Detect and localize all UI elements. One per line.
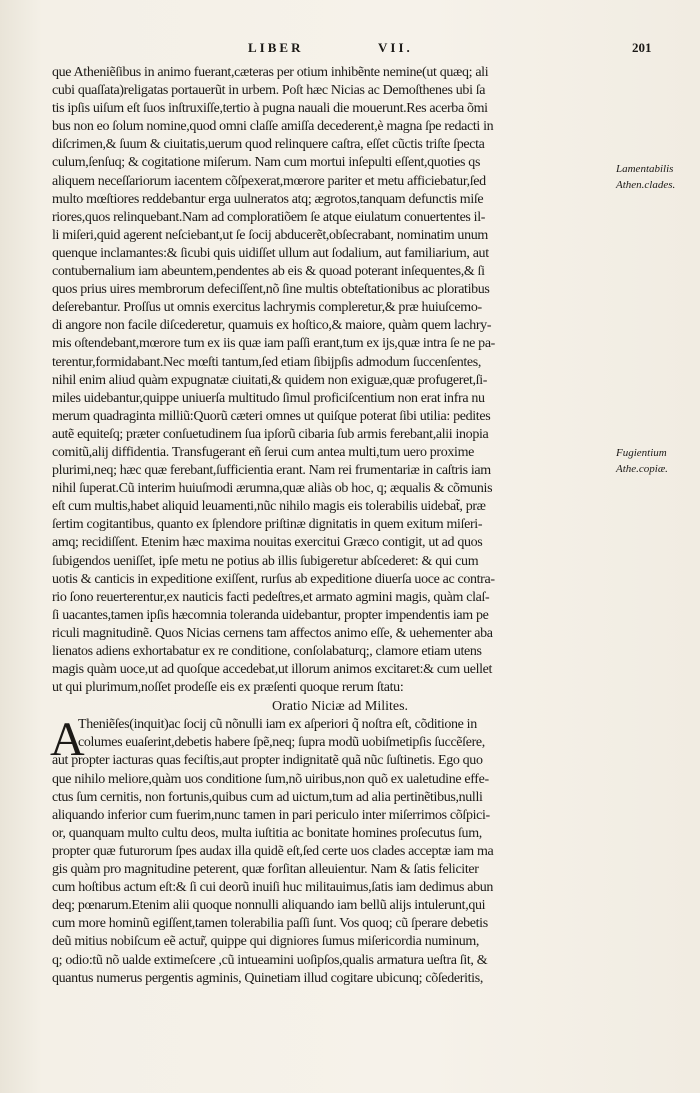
- running-head: [0, 40, 700, 60]
- text-line: merum quadraginta milliũ:Quorũ cæteri omnes ut quiſque poterat ſibi utilia: pedites: [52, 408, 491, 424]
- narrative-block: [52, 64, 608, 697]
- text-line: aut propter iacturas quas feciſtis,aut propter indignitatẽ quã nũc ſuſtinetis. Ego quo: [52, 753, 483, 769]
- text-line: quos prius uires membrorum defeciſſent,nõ ſine multis obteſtationibus ac ploratibus: [52, 282, 490, 298]
- text-line: bus non eo ſolum nomine,quod omni claſſe amiſſa decederent,è magna ſpe redacti in: [52, 119, 494, 135]
- text-line: deq; pœnarum.Etenim alii quoque nonnulli aliquando iam bellũ alijs intulerunt,qui: [52, 898, 486, 914]
- text-line: cum more hominũ egiſſent,tamen tolerabilia paſſi ſunt. Vos quoq; cũ ſperare debetis: [52, 916, 488, 932]
- running-head-center: VII.: [378, 40, 413, 55]
- body-text: [52, 64, 608, 988]
- text-line: magis quàm uoce,ut ad quoſque accedebat,ut illorum animos excitaret:& cum uellet: [52, 662, 493, 678]
- drop-capital: A: [50, 713, 85, 767]
- text-line: contubernalium iam abeuntem,pendentes ab eis & quoad poterant inſequentes,& ſi: [52, 264, 485, 280]
- text-line: li miſeri,quid agerent neſciebant,ut ſe ſocij abducerẽt,obſecrabant, nominatim unum: [52, 227, 488, 243]
- text-line: deũ mitius nobiſcum eẽ actur̃, quippe qui digniores ſumus miſericordia numinum,: [52, 934, 480, 950]
- text-line: multo mœſtiores reddebantur erga uulneratos atq; ægrotos,tanquam defunctis miſe: [52, 191, 484, 207]
- text-line: columes euaſerint,debetis habere ſpẽ,neq; ſupra modũ uobiſmetipſis ſuccẽſere,: [78, 735, 485, 751]
- text-line: ctus ſum cernitis, non fortunis,quibus cum ad uictum,tum ad alia pertinẽtibus,nulli: [52, 789, 483, 805]
- text-line: ſertim cogitantibus, quanto ex ſplendore priſtinæ dignitatis in quem exitum miſeri-: [52, 517, 483, 533]
- text-line: mis oſtendebant,mœrore tum ex iis quæ iam paſſi erant,tum ex ijs,quæ intra ſe ne pa-: [52, 336, 495, 352]
- text-line: quenque inclamantes:& ſicubi quis uidiſſet ullum aut ſodalium, aut familiarium, aut: [52, 245, 489, 261]
- text-line: riores,quos relinquebant.Nam ad comploratiõem ſe atque eiulatum conuertentes il-: [52, 209, 486, 225]
- text-line: comitũ,alij diffidentia. Transfugerant eñ ſerui cum antea multi,tum uero proxime: [52, 444, 474, 460]
- text-line: aliquem neceſſariorum iacentem cõſpexerat,mœrore pariter et metu afficiebatur,ſed: [52, 173, 486, 189]
- text-line: deſerebantur. Proſſus ut omnis exercitus lachrymis compleretur,& præ huiuſcemo-: [52, 300, 482, 316]
- side-note-1: Lamentabilis: [616, 163, 674, 175]
- text-line: que Atheniẽſibus in animo fuerant,cæteras per otium inhibẽnte nemine(ut quæq; ali: [52, 65, 489, 80]
- text-line: terentur,formidabant.Nec mœſti tantum,ſed etiam ſibijpſis admodum ſuccenſentes,: [52, 354, 481, 370]
- text-line: aliquando inferior cum fuerim,nunc tamen in pari periculo inter miſerrimos cõſpici-: [52, 807, 490, 823]
- oration-heading: Oratio Niciæ ad Milites.: [271, 699, 409, 715]
- text-line: lienatos adiens exhortabatur ex re conditione, conſolabaturq;, clamore etiam utens: [52, 644, 482, 659]
- text-line: or, quanquam multo cultu deos, multa iuſtitia ac bonitate homines proſecutus ſum,: [52, 825, 482, 841]
- text-line: culum,ſenſuq; & cogitatione miſerum. Nam cum mortui inſepulti eſſent,quoties qs: [52, 155, 481, 171]
- text-line: nihil ſuperat.Cũ interim huiuſmodi ærumna,quæ aliàs ob hoc, q; æqualis & cõmunis: [52, 481, 493, 497]
- text-line: miles uidebantur,quippe uniuerſa multitudo ſimul proficiſcentium non erat infra nu: [52, 390, 485, 406]
- text-line: ſubigendos ueniſſet, ipſe metu ne potius ab illis ſubigeretur abſcederet: & qui cum: [52, 553, 479, 569]
- text-line: ut qui plurimum,noſſet prodeſſe eis ex præſenti quoque rerum ſtatu:: [52, 680, 404, 696]
- text-line: cum hoſtibus actum eſt:& ſi cui deorũ inuiſi huc militauimus,ſatis iam dedimus abun: [52, 880, 494, 896]
- text-line: que nihilo meliore,quàm uos conditione ſum,nõ uiribus,non quõ ex ualetudine effe-: [52, 771, 489, 787]
- text-line: propter quæ futurorum ſpes audax illa quidẽ eſt,ſed certe uos clades acceptæ iam ma: [52, 843, 494, 859]
- text-line: di angore non facile diſcederetur, quamuis ex hoſtico,& maiore, quàm quem lachry-: [52, 318, 492, 334]
- text-line: diſcrimen,& ſuum & ciuitatis,uerum quod relinquere caſtra, eſſet cũctis triſte ſpecta: [52, 137, 485, 153]
- side-note-3: Fugientium: [616, 447, 667, 459]
- text-line: amq; recidiſſent. Etenim hæc maxima nouitas exercitui Græco contigit, ut ad quos: [52, 535, 483, 551]
- running-head-left: LIBER: [248, 40, 304, 55]
- text-line: Theniẽſes(inquit)ac ſocij cũ nõnulli iam ex aſperiori q̃ noſtra eſt, cõditione in: [78, 717, 477, 733]
- text-line: gis quàm pro magnitudine peterent, quæ forſitan alleuientur. Nam & ſatis feliciter: [52, 862, 479, 878]
- text-line: eſt cum multis,habet aliquid leuamenti,nũc nihilo magis eis tolerabilis uidebat̃, præ: [52, 499, 486, 515]
- text-line: tis ipſis uiſum eſt ſuos inſtruxiſſe,tertio à pugna nauali die mouerunt.Res acerba õmi: [52, 101, 488, 117]
- text-line: quantus numerus pergentis agminis, Quinetiam illud cogitare ubicunq; cõſederitis,: [52, 970, 483, 986]
- text-line: q; odio:tũ nõ ualde extimeſcere ,cũ intueamini uoſipſos,qualis armatura ueſtra ſit, &: [52, 952, 488, 968]
- side-note-2: Athen.clades.: [616, 179, 676, 191]
- text-line: nihil enim aliud quàm expugnatæ ciuitati,& quidem non exiguæ,quæ profugeret,ſi-: [52, 372, 488, 388]
- text-line: ſi uacantes,tamen ipſis hæcomnia toleranda uidebantur, propter impendentis iam pe: [52, 607, 489, 623]
- page-number: 201: [632, 40, 652, 55]
- side-note-4: Athe.copiæ.: [616, 463, 668, 475]
- oration-block: [50, 713, 608, 987]
- text-line: cubi quaſſata)religatas portauerũt in urbem. Poſt hæc Nicias ac Demoſthenes ubi ſa: [52, 83, 486, 99]
- oration-text: [50, 713, 608, 987]
- text-line: uotis & canticis in expeditione exiſſent, rurſus ab expeditione diuerſa uoce ac contra-: [52, 571, 495, 587]
- text-line: plurimi,neq; hæc quæ ferebant,ſufficientia erant. Nam rei frumentariæ in caſtris iam: [52, 463, 491, 479]
- text-line: rio ſono reuerterentur,ex nauticis facti pedeſtres,et armato agmini magis, quàm claſ-: [52, 589, 490, 605]
- text-line: riculi magnitudinẽ. Quos Nicias cernens tam affectos animo eſſe, & uehementer aba: [52, 625, 493, 641]
- text-line: autẽ equiteſq; præter conſuetudinem ſua ipſorũ cibaria ſub armis ferebant,alii inopia: [52, 426, 489, 442]
